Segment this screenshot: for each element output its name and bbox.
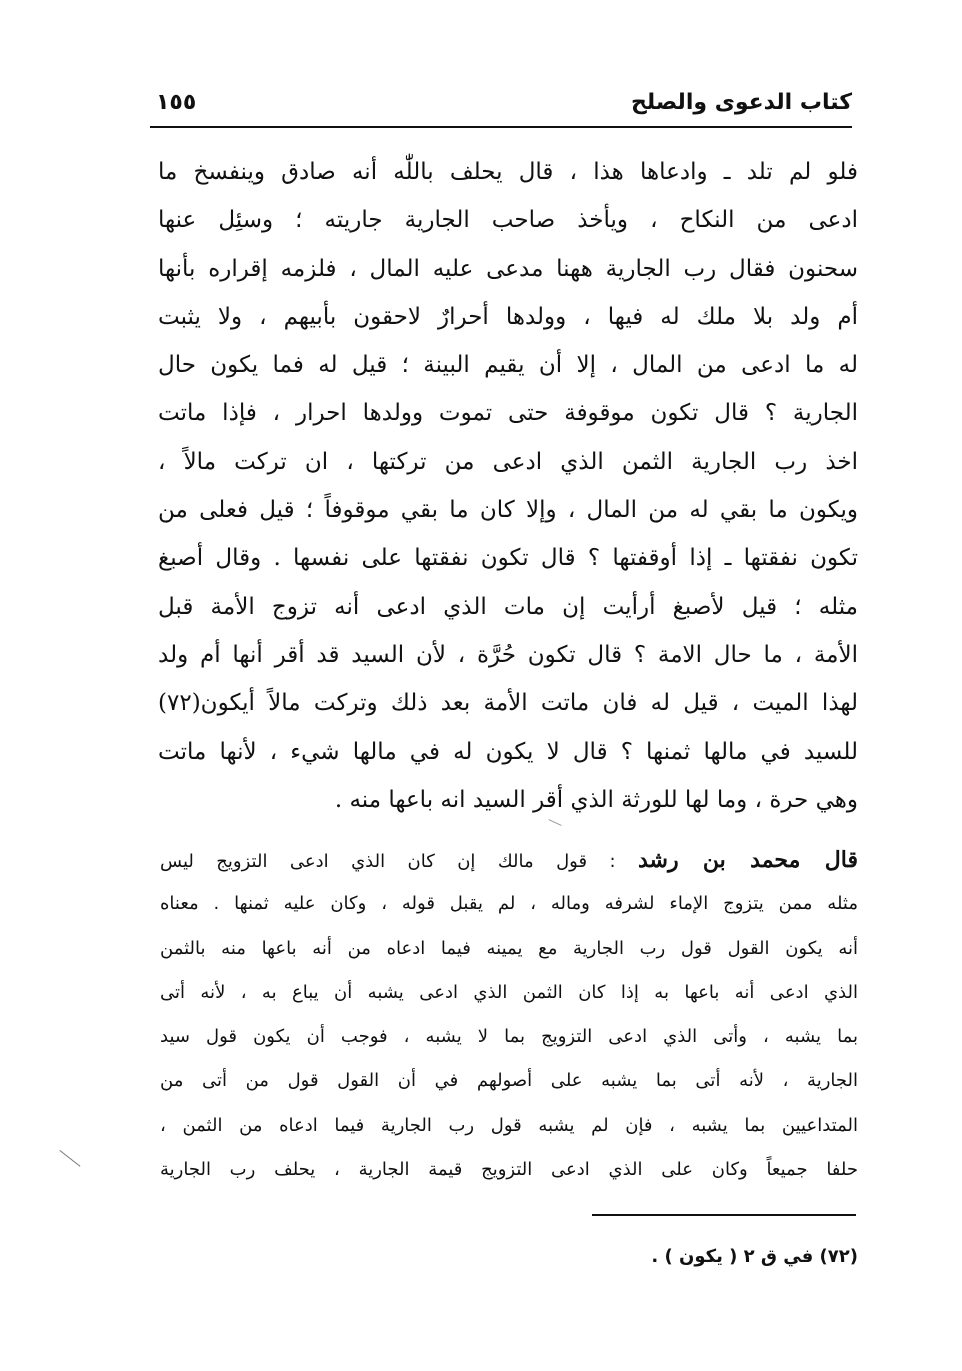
text-line: ويكون ما بقي له من المال ، وإلا كان ما بقي موقوفاً ؛ قيل فعلى من <box>158 497 858 524</box>
text-line: لهذا الميت ، قيل له فان ماتت الأمة بعد ذلك وتركت مالاً أيكون(٧٢) <box>158 690 858 717</box>
text-line: الجارية ؟ قال تكون موقوفة حتى تموت وولدها احرار ، فإذا ماتت <box>158 400 858 427</box>
text-line: أم ولد بلا ملك له فيها ، وولدها أحرارٌ لاحقون بأبيهم ، ولا يثبت <box>158 303 858 330</box>
text-line: للسيد في مالها ثمنها ؟ قال لا يكون له في مالها شيء ، لأنها ماتت <box>158 738 858 765</box>
scan-speck <box>59 1150 80 1167</box>
commentary-first-line-text: : قول مالك إن كان الذي ادعى التزويج ليس <box>160 851 638 872</box>
commentary-line: الذي ادعى أنه باعها به إذا كان الثمن الذي ادعى يشبه أن يباع به ، لأنه أتى <box>160 981 858 1003</box>
text-line: تكون نفقتها ـ إذا أوقفتها ؟ قال تكون نفقتها على نفسها . وقال أصبغ <box>158 545 858 572</box>
text-line: ادعى من النكاح ، ويأخذ صاحب الجارية جاريته ؛ وسئِل عنها <box>158 207 858 234</box>
footnote-divider <box>592 1214 856 1216</box>
commentary-line: أنه يكون القول قول رب الجارية مع يمينه فيما ادعاه من أنه باعها منه بالثمن <box>160 937 858 959</box>
text-line: الأمة ، ما حال الامة ؟ قال تكون حُرَّة ، لأن السيد قد أقر أنها أم ولد <box>158 641 858 668</box>
commentary-block <box>160 838 858 1192</box>
commentary-line: بما يشبه ، وأتى الذي ادعى التزويج بما لا يشبه ، فوجب أن يكون قول سيد <box>160 1026 858 1048</box>
text-line: مثله ؛ قيل لأصبغ أرأيت إن مات الذي ادعى أنه تزوج الأمة قبل <box>158 593 858 620</box>
page-number: ١٥٥ <box>156 90 197 115</box>
main-text-block <box>158 148 858 824</box>
running-title: كتاب الدعوى والصلح <box>631 90 852 115</box>
commentary-line: مثله ممن يتزوج الإماء لشرفه وماله ، لم يقبل قوله ، وكان عليه ثمنها . معناه <box>160 893 858 915</box>
commentary-first-line <box>160 838 858 882</box>
commentary-line: المتداعيين بما يشبه ، فإن لم يشبه قول رب الجارية فيما ادعاه من الثمن ، <box>160 1114 858 1136</box>
text-line: وهي حرة ، وما لها للورثة الذي أقر السيد انه باعها منه . <box>334 786 858 813</box>
commentary-line: حلفا جميعاً وكان على الذي ادعى التزويج قيمة الجارية ، يحلف رب الجارية <box>160 1159 858 1181</box>
commentary-line: الجارية ، لأنه أتى بما يشبه على أصولهم في أن القول قول من أتى من <box>160 1070 858 1092</box>
text-line: فلو لم تلد ـ وادعاها هذا ، قال يحلف باللّٰه أنه صادق وينفسخ ما <box>158 159 858 185</box>
text-line: سحنون فقال رب الجارية ههنا مدعى عليه المال ، فلزمه إقراره بأنها <box>158 255 858 282</box>
text-line: اخذ رب الجارية الثمن الذي ادعى من تركتها ، ان تركت مالاً ، <box>158 448 858 475</box>
footnote: (٧٢) في ق ٢ ( يكون ) . <box>651 1246 858 1267</box>
commentary-speaker: قال محمد بن رشد <box>637 847 858 873</box>
text-line: له ما ادعى من المال ، إلا أن يقيم البينة ؛ قيل له فما يكون حال <box>158 352 858 379</box>
page-header <box>150 82 852 128</box>
